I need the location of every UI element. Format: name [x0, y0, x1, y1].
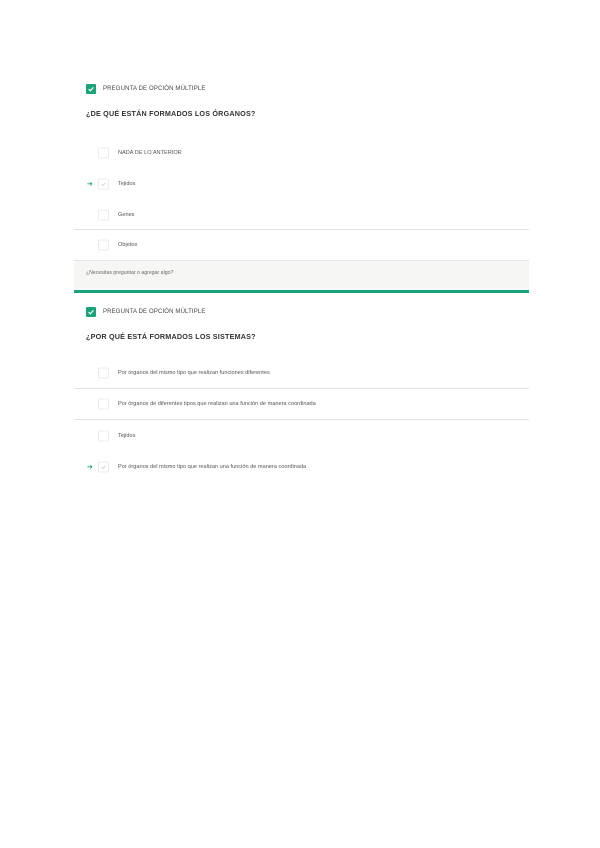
option-checkbox[interactable] [98, 240, 109, 251]
question-2-title: ¿POR QUÉ ESTÁ FORMADOS LOS SISTEMAS? [86, 332, 256, 341]
option-checkbox[interactable] [98, 178, 109, 189]
question-2-type [86, 307, 206, 317]
answer-option-correct[interactable] [74, 451, 529, 482]
option-label: Por órganos del mismo tipo que realizan funciones diferentes [118, 370, 270, 376]
answer-option[interactable] [74, 199, 529, 230]
option-label: Por órganos de diferentes tipos que realizan una función de manera coordinada [118, 401, 316, 407]
option-label: Genes [118, 211, 135, 218]
check-icon [100, 463, 107, 470]
option-label: Tejidos [118, 432, 136, 439]
check-icon [86, 84, 96, 94]
question-separator [74, 290, 529, 293]
answer-option[interactable] [74, 420, 529, 451]
question-type-label: PREGUNTA DE OPCIÓN MÚLTIPLE [103, 86, 206, 92]
arrow-right-icon: ➔ [87, 463, 93, 471]
option-checkbox[interactable] [98, 430, 109, 441]
option-checkbox[interactable] [98, 209, 109, 220]
option-label: Por órganos del mismo tipo que realizan una función de manera coordinada [118, 463, 307, 470]
check-icon [86, 307, 96, 317]
check-icon [100, 180, 107, 187]
answer-option[interactable] [74, 389, 529, 420]
option-checkbox[interactable] [98, 461, 109, 472]
answer-option[interactable] [74, 137, 529, 168]
answer-option-correct[interactable] [74, 168, 529, 199]
option-label: Objetos [118, 242, 138, 248]
feedback-bar[interactable] [74, 260, 529, 289]
option-label: NADA DE LO ANTERIOR [118, 149, 182, 156]
question-type-label: PREGUNTA DE OPCIÓN MÚLTIPLE [103, 309, 206, 315]
answer-option[interactable] [74, 229, 529, 260]
option-checkbox[interactable] [98, 147, 109, 158]
feedback-link[interactable]: ¿Necesitas preguntar o agregar algo? [86, 270, 174, 276]
arrow-right-icon: ➔ [87, 180, 93, 188]
option-checkbox[interactable] [98, 399, 109, 410]
question-1-type [86, 84, 206, 94]
answer-option[interactable] [74, 358, 529, 389]
question-1-title: ¿DE QUÉ ESTÁN FORMADOS LOS ÓRGANOS? [86, 109, 256, 118]
option-checkbox[interactable] [98, 368, 109, 379]
option-label: Tejidos [118, 180, 136, 187]
